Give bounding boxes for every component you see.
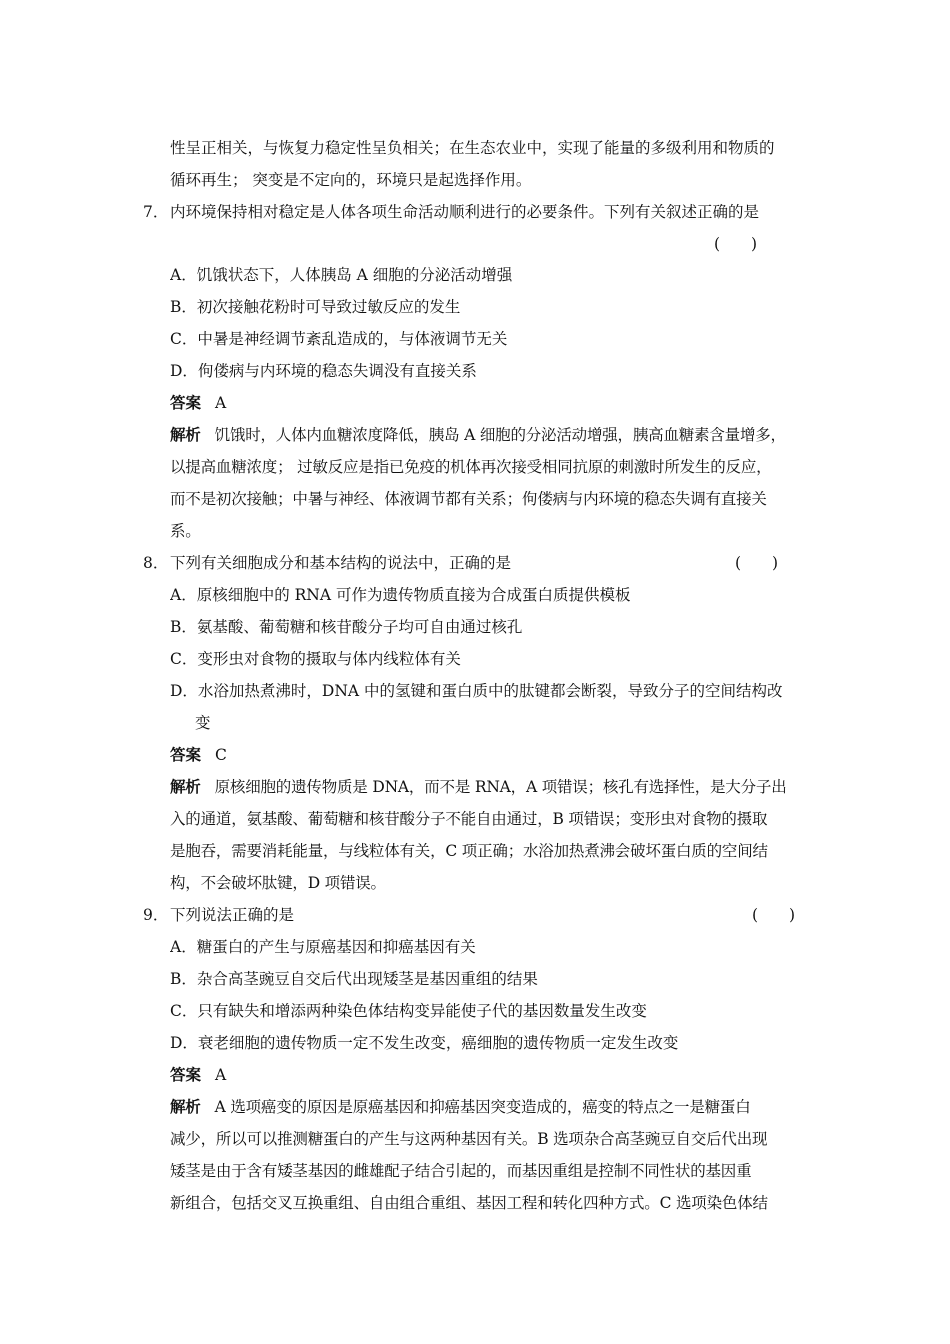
answer-label: 答案	[170, 745, 202, 764]
question-8-analysis-line-1	[170, 777, 815, 797]
question-9-analysis-line-3: 矮茎是由于含有矮茎基因的雌雄配子结合引起的，而基因重组是控制不同性状的基因重	[170, 1162, 752, 1180]
question-8-answer	[170, 745, 810, 765]
answer-label: 答案	[170, 1065, 202, 1084]
question-7-analysis-line-3: 而不是初次接触；中暑与神经、体液调节都有关系；佝偻病与内环境的稳态失调有直接关	[170, 490, 767, 508]
analysis-text: 饥饿时，人体内血糖浓度降低，胰岛 A 细胞的分泌活动增强，胰高血糖素含量增多，	[214, 426, 786, 444]
question-9-option-b: B．杂合高茎豌豆自交后代出现矮茎是基因重组的结果	[170, 970, 538, 988]
question-9-answer	[170, 1065, 810, 1085]
analysis-label: 解析	[170, 1097, 201, 1116]
answer-label: 答案	[170, 393, 202, 412]
question-8-analysis-line-4: 构，不会破坏肽键，D 项错误。	[170, 874, 386, 892]
question-7-option-a: A．饥饿状态下，人体胰岛 A 细胞的分泌活动增强	[170, 266, 513, 284]
question-7-analysis-line-1	[170, 425, 815, 445]
analysis-label: 解析	[170, 777, 201, 796]
question-8-analysis-line-3: 是胞吞，需要消耗能量，与线粒体有关，C 项正确；水浴加热煮沸会破坏蛋白质的空间结	[170, 842, 768, 860]
analysis-text: 原核细胞的遗传物质是 DNA，而不是 RNA，A 项错误；核孔有选择性，是大分子出	[214, 778, 787, 796]
question-7-option-b: B．初次接触花粉时可导致过敏反应的发生	[170, 298, 461, 316]
question-9-analysis-line-1	[170, 1097, 815, 1117]
prev-analysis-line-1: 性呈正相关，与恢复力稳定性呈负相关；在生态农业中，实现了能量的多级利用和物质的	[170, 139, 775, 157]
question-8-option-d: D．水浴加热煮沸时，DNA 中的氢键和蛋白质中的肽键都会断裂，导致分子的空间结构改	[170, 682, 783, 700]
prev-analysis-line-2: 循环再生； 突变是不定向的，环境只是起选择作用。	[170, 171, 532, 189]
question-9-option-a: A．糖蛋白的产生与原癌基因和抑癌基因有关	[170, 938, 476, 956]
question-7-option-d: D．佝偻病与内环境的稳态失调没有直接关系	[170, 362, 477, 380]
question-8-answer-blank: ( )	[735, 554, 779, 572]
question-9-answer-blank: ( )	[752, 906, 796, 924]
question-9-analysis-line-4: 新组合，包括交叉互换重组、自由组合重组、基因工程和转化四种方式。C 选项染色体结	[170, 1194, 768, 1212]
question-7-option-c: C．中暑是神经调节紊乱造成的，与体液调节无关	[170, 330, 508, 348]
question-8-option-c: C．变形虫对食物的摄取与体内线粒体有关	[170, 650, 461, 668]
question-8-stem: 下列有关细胞成分和基本结构的说法中，正确的是	[170, 554, 512, 572]
answer-value: C	[215, 746, 227, 764]
question-9-number: 9．	[143, 906, 169, 924]
analysis-label: 解析	[170, 425, 201, 444]
question-7-stem: 内环境保持相对稳定是人体各项生命活动顺利进行的必要条件。下列有关叙述正确的是	[170, 203, 760, 221]
question-7-number: 7．	[143, 203, 169, 221]
analysis-text: A 选项癌变的原因是原癌基因和抑癌基因突变造成的，癌变的特点之一是糖蛋白	[214, 1098, 751, 1116]
question-7-answer	[170, 393, 810, 413]
question-8-option-b: B．氨基酸、葡萄糖和核苷酸分子均可自由通过核孔	[170, 618, 523, 636]
question-7-answer-blank: ( )	[714, 235, 758, 253]
question-9-stem: 下列说法正确的是	[170, 906, 295, 924]
answer-value: A	[215, 1066, 227, 1084]
question-9-analysis-line-2: 减少，所以可以推测糖蛋白的产生与这两种基因有关。B 选项杂合高茎豌豆自交后代出现	[170, 1130, 768, 1148]
question-9-option-d: D．衰老细胞的遗传物质一定不发生改变，癌细胞的遗传物质一定发生改变	[170, 1034, 679, 1052]
question-8-analysis-line-2: 入的通道，氨基酸、葡萄糖和核苷酸分子不能自由通过，B 项错误；变形虫对食物的摄取	[170, 810, 768, 828]
question-9-option-c: C．只有缺失和增添两种染色体结构变异能使子代的基因数量发生改变	[170, 1002, 647, 1020]
question-8-number: 8．	[143, 554, 169, 572]
answer-value: A	[215, 394, 227, 412]
question-8-option-d-continued: 变	[195, 714, 211, 732]
question-7-analysis-line-2: 以提高血糖浓度； 过敏反应是指已免疫的机体再次接受相同抗原的刺激时所发生的反应，	[170, 458, 772, 476]
question-8-option-a: A．原核细胞中的 RNA 可作为遗传物质直接为合成蛋白质提供模板	[170, 586, 631, 604]
question-7-analysis-line-4: 系。	[170, 522, 201, 540]
